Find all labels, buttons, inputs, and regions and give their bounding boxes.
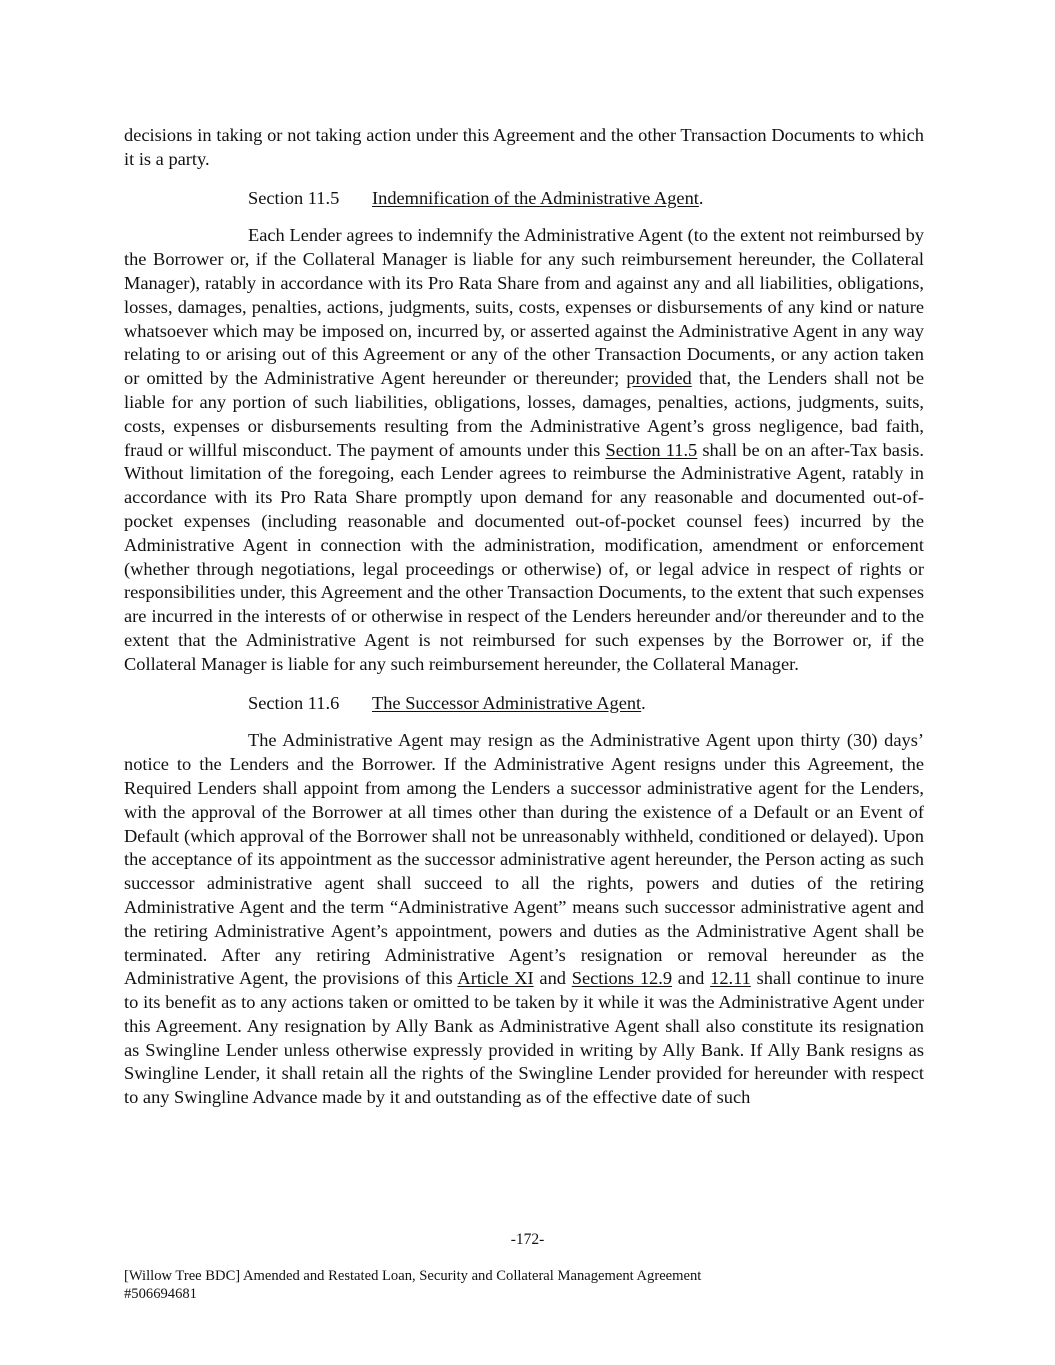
- section-11-5-heading: [124, 187, 924, 211]
- section-11-6-text-2: shall continue to inure to its benefit as to any actions taken or omitted to be taken by it while it was the Administrative Agent under this Agreement. Any resignation by Ally Bank as Administrative Agent shall also constitute its resignation as Swingline Lender unless otherwise expressly provided in writing by Ally Bank. If Ally Bank resigns as Swingline Lender, it shall retain all the rights of the Swingline Lender provided for hereunder with respect to any Swingline Advance made by it and outstanding as of the effective date of such: [124, 968, 925, 1108]
- sections-12-9-reference: Sections 12.9: [571, 968, 673, 989]
- section-11-5-cross-reference: Section 11.5: [605, 439, 698, 460]
- section-11-6-title-period: .: [641, 692, 646, 713]
- document-footer: [124, 1268, 701, 1303]
- section-11-5-body: [124, 224, 924, 676]
- conjunction-and-1: and: [533, 968, 572, 989]
- section-11-5-title-period: .: [698, 187, 704, 208]
- article-xi-reference: Article XI: [457, 968, 534, 989]
- provided-term: provided: [626, 368, 692, 389]
- page-number: -172-: [510, 1231, 545, 1248]
- section-11-5-title: Indemnification of the Administrative Agent: [372, 187, 699, 208]
- section-11-6-title: The Successor Administrative Agent: [372, 692, 642, 713]
- section-11-5-number: Section 11.5: [248, 187, 340, 208]
- section-11-6-number: Section 11.6: [248, 692, 340, 713]
- footer-title: [Willow Tree BDC] Amended and Restated Loan, Security and Collateral Management Agreement: [124, 1268, 702, 1284]
- footer-document-id: #506694681: [124, 1285, 197, 1302]
- document-page: [124, 124, 924, 1110]
- intro-paragraph: decisions in taking or not taking action under this Agreement and the other Transaction Documents to which it is a party.: [124, 125, 924, 169]
- section-11-6-body: [124, 729, 924, 1110]
- section-11-5-text-2: that, the Lenders shall not be liable for any portion of such liabilities, obligations, losses, damages, penalties, actions, judgments, suits, costs, expenses or disbursements resulting from the Administrative Agent’s gross negligence, bad faith, fraud or willful misconduct. The payment of amounts under this: [124, 368, 924, 460]
- section-11-6-heading: [124, 692, 924, 716]
- conjunction-and-2: and: [672, 968, 711, 989]
- section-11-5-text-1: Each Lender agrees to indemnify the Administrative Agent (to the extent not reimbursed by the Borrower or, if the Collateral Manager is liable for any such reimbursement hereunder, the Collateral Manager), ratably in accordance with its Pro Rata Share from and against any and all liabilities, obligations, losses, damages, penalties, actions, judgments, suits, costs, expenses or disbursements of any kind or nature whatsoever which may be imposed on, incurred by, or asserted against the Administrative Agent in any way relating to or arising out of this Agreement or any of the other Transaction Documents, or any action taken or omitted by the Administrative Agent hereunder or thereunder;: [124, 225, 924, 389]
- section-11-6-text-1: The Administrative Agent may resign as the Administrative Agent upon thirty (30) days’ notice to the Lenders and the Borrower. If the Administrative Agent resigns under this Agreement, the Required Lenders shall appoint from among the Lenders a successor administrative agent for the Lenders, with the approval of the Borrower at all times other than during the existence of a Default or an Event of Default (which approval of the Borrower shall not be unreasonably withheld, conditioned or delayed). Upon the acceptance of its appointment as the successor administrative agent hereunder, the Person acting as such successor administrative agent shall succeed to all the rights, powers and duties of the retiring Administrative Agent and the term “Administrative Agent” means such successor administrative agent and the retiring Administrative Agent’s appointment, powers and duties as the Administrative Agent shall be terminated. After any retiring Administrative Agent’s resignation or removal hereunder as the Administrative Agent, the provisions of this: [124, 730, 924, 989]
- section-12-11-reference: 12.11: [710, 968, 751, 989]
- section-11-5-text-3: shall be on an after-Tax basis. Without limitation of the foregoing, each Lender agrees to reimburse the Administrative Agent, ratably in accordance with its Pro Rata Share promptly upon demand for any reasonable and documented out-of-pocket expenses (including reasonable and documented out-of-pocket counsel fees) incurred by the Administrative Agent in connection with the administration, modification, amendment or enforcement (whether through negotiations, legal proceedings or otherwise) of, or legal advice in respect of rights or responsibilities under, this Agreement and the other Transaction Documents, to the extent that such expenses are incurred in the interests of or otherwise in respect of the Lenders hereunder and/or thereunder and to the extent that the Administrative Agent is not reimbursed for such expenses by the Borrower or, if the Collateral Manager is liable for any such reimbursement hereunder, the Collateral Manager.: [124, 439, 924, 674]
